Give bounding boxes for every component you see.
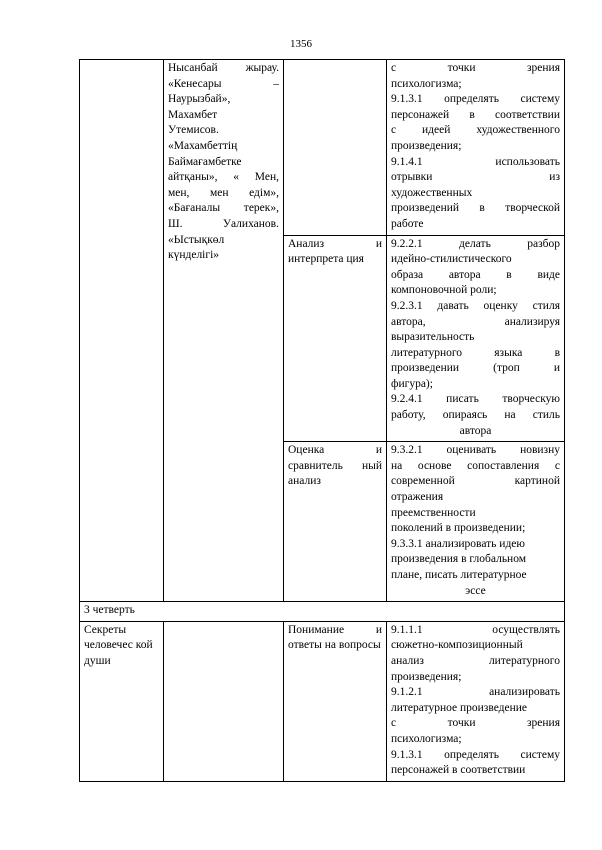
table-row bbox=[80, 602, 565, 622]
objective-line: произведении (троп и bbox=[391, 362, 560, 375]
objective-line: с точки зрения bbox=[391, 62, 560, 74]
objective-line: образа автора в виде bbox=[391, 268, 560, 281]
objective-line: произведения; bbox=[391, 139, 462, 152]
objective-line: литературного языка в bbox=[391, 346, 560, 359]
objective-line: идейно-стилистического bbox=[391, 253, 512, 266]
objective-line: 9.1.1.1 осуществлять bbox=[391, 623, 560, 636]
topic-cell: Секреты человечес кой души bbox=[80, 621, 164, 781]
objective-line: сюжетно-композиционный bbox=[391, 639, 523, 652]
objective-line: автора bbox=[459, 424, 492, 437]
objective-line: 9.2.2.1 делать разбор bbox=[391, 237, 560, 250]
objective-line: выразительность bbox=[391, 331, 475, 344]
skill-cell: Оценка и сравнитель ный анализ bbox=[284, 442, 387, 602]
skill-cell bbox=[284, 60, 387, 236]
objectives-cell bbox=[387, 621, 565, 781]
objective-line: 9.1.2.1 анализировать bbox=[391, 686, 560, 699]
text-line: «Бағаналы терек», bbox=[168, 202, 279, 215]
objective-line: отражения bbox=[391, 491, 444, 504]
text-line: Баймағамбетке bbox=[168, 155, 242, 168]
objectives-cell bbox=[387, 235, 565, 442]
objective-line: автора, анализируя bbox=[391, 315, 560, 328]
objective-line: с точки зрения bbox=[391, 717, 560, 730]
objective-line: современной картиной bbox=[391, 475, 560, 488]
objective-line: 9.1.3.1 определять систему bbox=[391, 93, 560, 106]
quarter-heading: 3 четверть bbox=[80, 602, 565, 622]
text-line: Наурызбай», bbox=[168, 93, 231, 106]
objective-line: психологизма; bbox=[391, 732, 462, 745]
texts-cell bbox=[164, 621, 284, 781]
text-line: «Ыстықкөл bbox=[168, 233, 225, 246]
objective-line: компоновочной роли; bbox=[391, 284, 497, 297]
text-line: мен, мен едім», bbox=[168, 186, 279, 199]
texts-cell bbox=[164, 60, 284, 602]
text-line: «Махамбеттің bbox=[168, 139, 238, 152]
objective-line: 9.3.2.1 оценивать новизну bbox=[391, 444, 560, 457]
objectives-cell bbox=[387, 60, 565, 236]
page-number: 1356 bbox=[290, 38, 312, 50]
objectives-cell bbox=[387, 442, 565, 602]
objective-line: психологизма; bbox=[391, 77, 462, 90]
objective-line: поколений в произведении; bbox=[391, 522, 526, 535]
objective-line: фигура); bbox=[391, 377, 433, 390]
topic-cell bbox=[80, 60, 164, 602]
objective-line: персонажей в соответствии bbox=[391, 764, 526, 777]
objective-line: 9.1.3.1 определять систему bbox=[391, 748, 560, 761]
objective-line: 9.2.3.1 давать оценку стиля bbox=[391, 299, 560, 312]
objective-line: произведений в творческой bbox=[391, 202, 560, 215]
objective-line: 9.3.3.1 анализировать идею bbox=[391, 537, 525, 550]
text-line: Ш. Уалиханов. bbox=[168, 217, 279, 230]
objective-line: преемственности bbox=[391, 506, 476, 519]
objective-line: эссе bbox=[465, 584, 486, 597]
objective-line: работу, опираясь на стиль bbox=[391, 409, 560, 422]
text-line: Утемисов. bbox=[168, 124, 219, 137]
objective-line: 9.1.4.1 использовать bbox=[391, 155, 560, 168]
objective-line: 9.2.4.1 писать творческую bbox=[391, 393, 560, 406]
text-line: күнделігі» bbox=[168, 249, 220, 262]
objective-line: работе bbox=[391, 217, 424, 230]
skill-cell: Понимание и ответы на вопросы bbox=[284, 621, 387, 781]
objective-line: произведения в глобальном bbox=[391, 553, 527, 566]
skill-cell: Анализ и интерпрета ция bbox=[284, 235, 387, 442]
text-line: Махамбет bbox=[168, 108, 218, 121]
table-row bbox=[80, 621, 565, 781]
objective-line: литературное произведение bbox=[391, 701, 528, 714]
objective-line: плане, писать литературное bbox=[391, 569, 527, 581]
objective-line: произведения; bbox=[391, 670, 462, 683]
curriculum-table bbox=[79, 59, 565, 782]
objective-line: художественных bbox=[391, 186, 473, 199]
text-line: «Кенесары – bbox=[168, 77, 279, 90]
text-line: айтқаны», « Мен, bbox=[168, 171, 279, 184]
objective-line: анализ литературного bbox=[391, 654, 560, 667]
objective-line: на основе сопоставления с bbox=[391, 459, 560, 472]
objective-line: персонажей в соответствии bbox=[391, 108, 560, 121]
table-row bbox=[80, 60, 565, 236]
text-line: Нысанбай жырау. bbox=[168, 62, 279, 74]
objective-line: с идеей художественного bbox=[391, 124, 560, 137]
objective-line: отрывки из bbox=[391, 171, 560, 184]
